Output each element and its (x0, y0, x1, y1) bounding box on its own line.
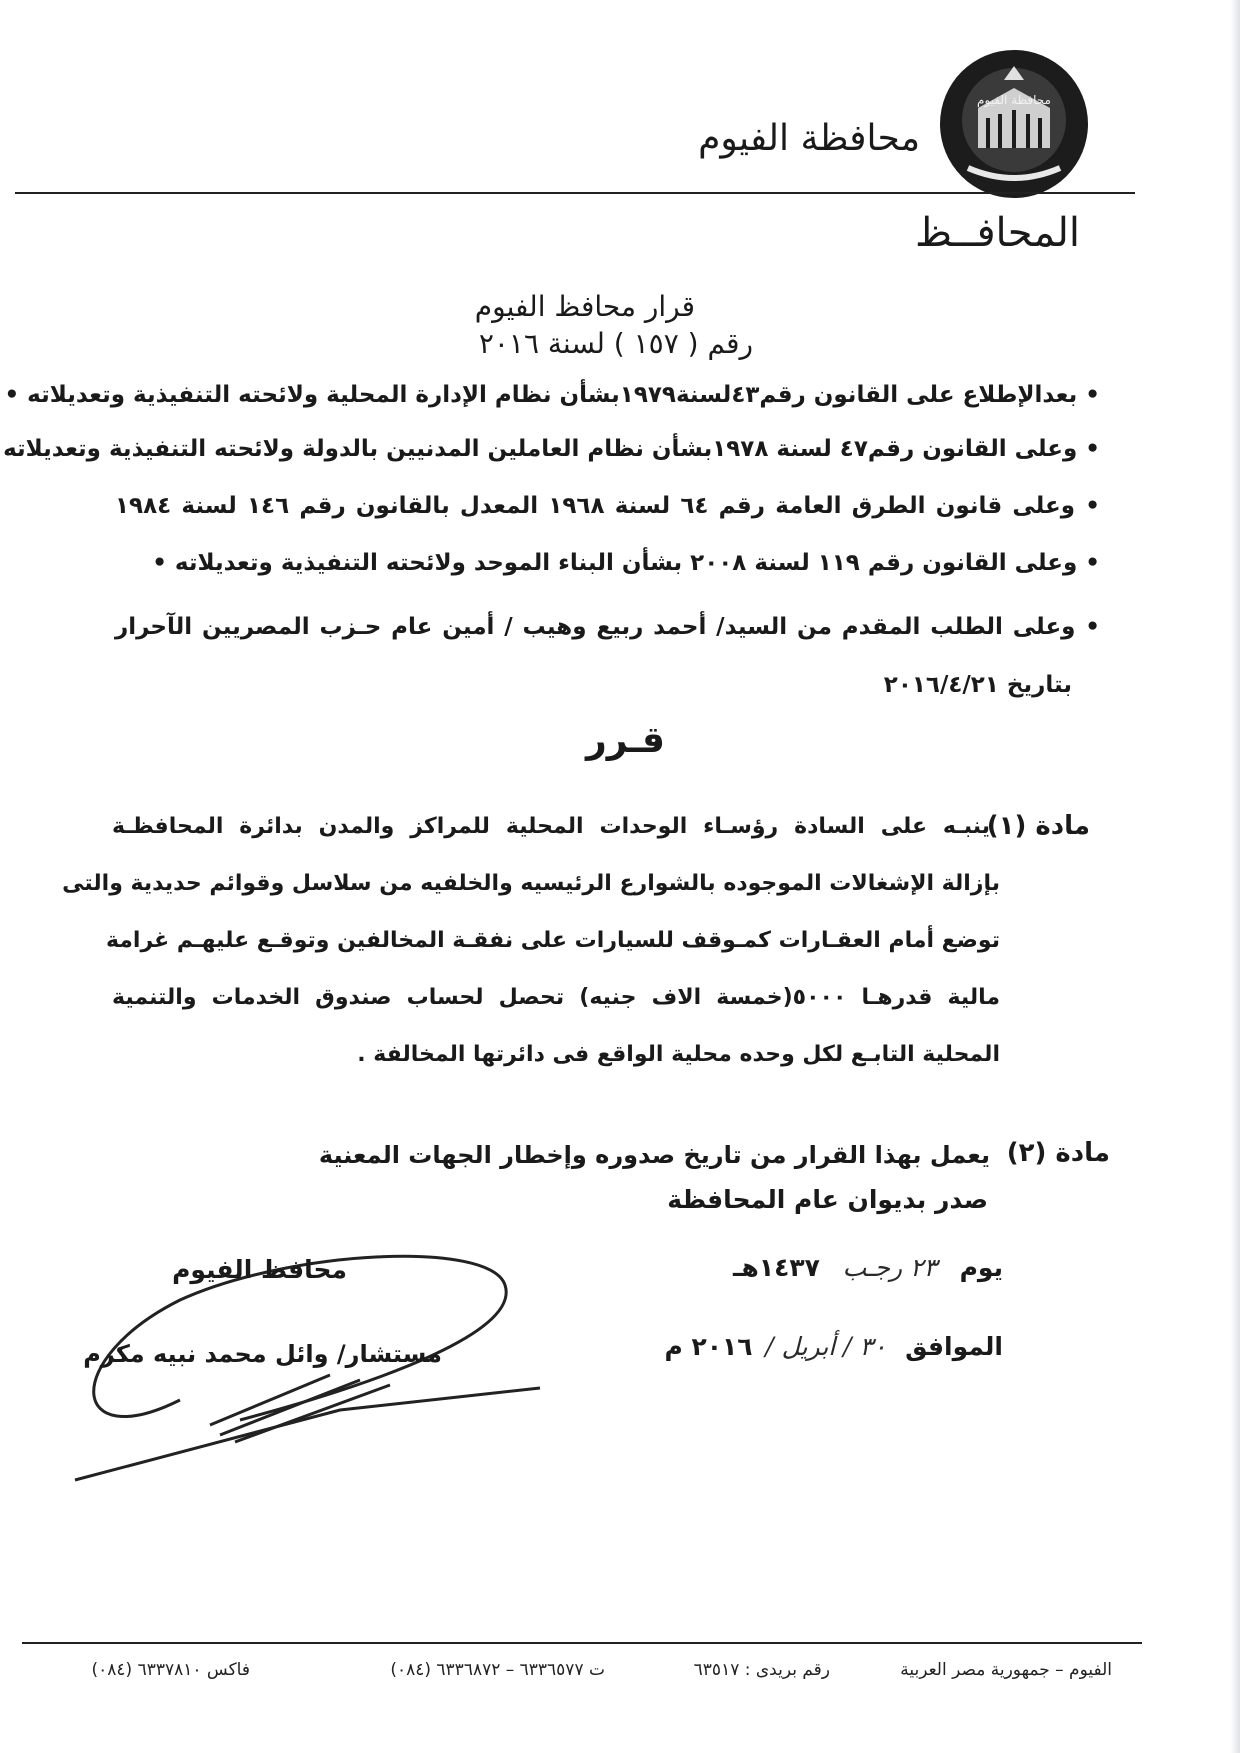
hijri-handwritten: ٢٣ رجـب (842, 1253, 937, 1282)
footer-location: الفيوم – جمهورية مصر العربية (900, 1660, 1112, 1680)
footer-phone: ت ٦٣٣٦٥٧٧ – ٦٣٣٦٨٧٢ (٠٨٤) (390, 1660, 605, 1680)
article-1-line: توضع أمام العقـارات كمـوقف للسيارات على نفقـة المخالفين وتوقـع عليهـم غرامة (105, 928, 1000, 953)
footer-divider (22, 1642, 1142, 1644)
preamble-date: بتاريخ ٢٠١٦/٤/٢١ (883, 672, 1072, 698)
article-2-label: مادة (٢) (1006, 1138, 1110, 1168)
hijri-date (733, 1253, 1003, 1282)
preamble-line: • وعلى قانون الطرق العامة رقم ٦٤ لسنة ١٩٦٨ المعدل بالقانون رقم ١٤٦ لسنة ١٩٨٤ (115, 493, 1100, 519)
preamble-line: • وعلى الطلب المقدم من السيد/ أحمد ربيع وهيب / أمين عام حـزب المصريين الآحرار (115, 614, 1100, 640)
header-divider (15, 192, 1135, 194)
preamble-line: • وعلى القانون رقم ١١٩ لسنة ٢٠٠٨ بشأن البناء الموحد ولائحته التنفيذية وتعديلاته • (152, 550, 1100, 576)
gregorian-date (664, 1332, 1003, 1361)
article-1-line: مالية قدرهـا ٥٠٠٠(خمسة الاف جنيه) تحصل لحساب صندوق الخدمات والتنمية (112, 985, 1000, 1010)
article-1-line: بإزالة الإشغالات الموجوده بالشوارع الرئيسيه والخلفيه من سلاسل وقوائم حديدية والتى (62, 871, 1000, 896)
greg-year: ٢٠١٦ م (664, 1332, 753, 1361)
hijri-year: ١٤٣٧هـ (733, 1253, 820, 1282)
article-1-line: المحلية التابـع لكل وحده محلية الواقع فى دائرتها المخالفة . (357, 1042, 1000, 1067)
decree-number: رقم ( ١٥٧ ) لسنة ٢٠١٦ (478, 327, 753, 360)
scan-edge (1230, 0, 1240, 1753)
footer-postal-code: رقم بريدى : ٦٣٥١٧ (693, 1660, 830, 1680)
governorate-seal-icon (938, 48, 1090, 200)
issued-at: صدر بديوان عام المحافظة (667, 1185, 988, 1214)
governorate-name: محافظة الفيوم (698, 118, 920, 159)
governor-label: المحافــظ (915, 210, 1080, 256)
decree-title: قرار محافظ الفيوم (474, 290, 695, 323)
signatory-name: مستشار/ وائل محمد نبيه مكرم (83, 1340, 442, 1368)
hijri-prefix: يوم (959, 1253, 1003, 1282)
footer-fax: فاكس ٦٣٣٧٨١٠ (٠٨٤) (91, 1660, 250, 1680)
article-2-text: يعمل بهذا القرار من تاريخ صدوره وإخطار الجهات المعنية (318, 1141, 990, 1169)
preamble-line: • وعلى القانون رقم٤٧ لسنة ١٩٧٨بشأن نظام العاملين المدنيين بالدولة ولائحته التنفيذية وتعديلاته (3, 436, 1100, 462)
preamble-line: • بعدالإطلاع على القانون رقم٤٣لسنة١٩٧٩بشأن نظام الإدارة المحلية ولائحته التنفيذية وتعديلاته • (4, 382, 1100, 408)
article-1-line: ينبـه على السادة رؤسـاء الوحدات المحلية للمراكز والمدن بدائرة المحافظـة (112, 814, 990, 839)
seal-text: محافظة الفيوم (977, 93, 1051, 107)
article-1-label: مادة (١) (986, 811, 1090, 841)
greg-prefix: الموافق (905, 1332, 1003, 1361)
greg-handwritten: ٣٠ / أبريل / (765, 1332, 887, 1361)
decided-heading: قـرر (586, 720, 665, 761)
signatory-title: محافظ الفيوم (172, 1255, 347, 1284)
